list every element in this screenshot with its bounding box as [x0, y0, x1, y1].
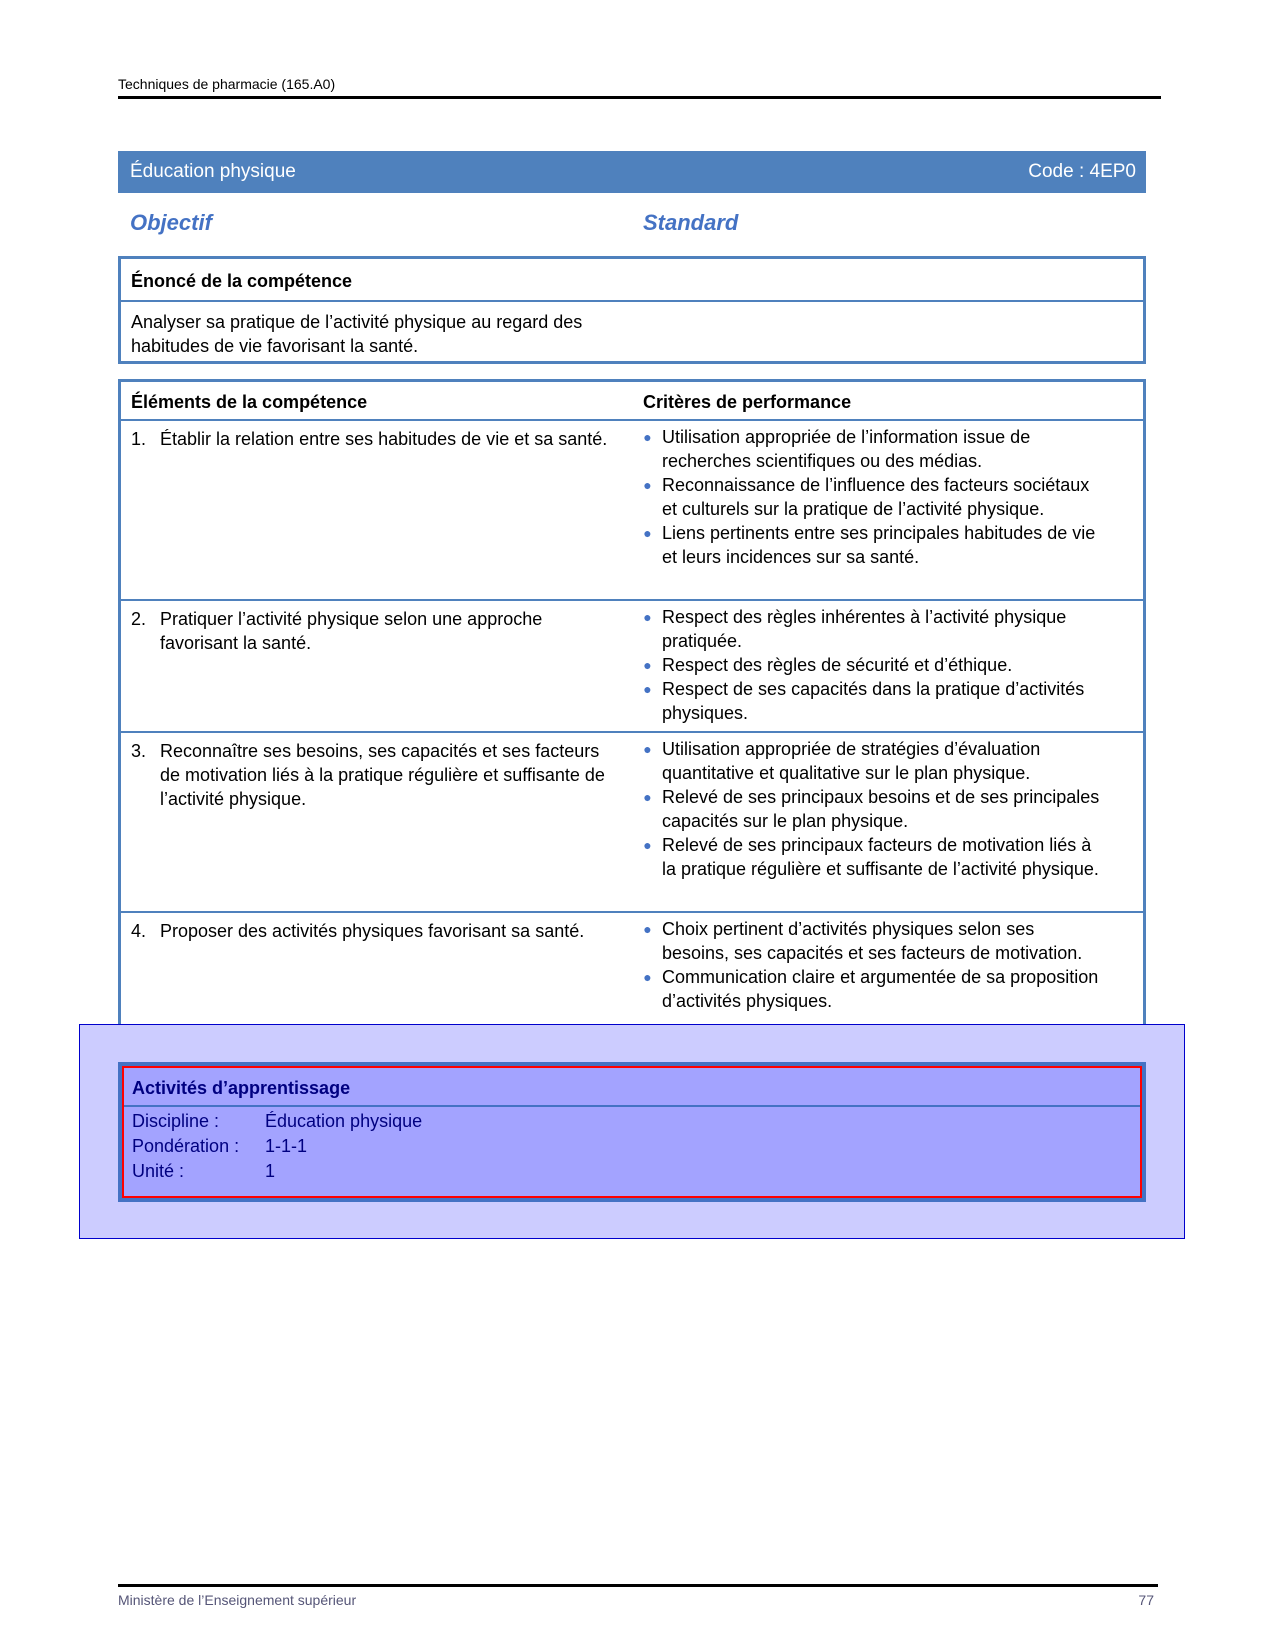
course-code: Code : 4EP0	[1028, 161, 1136, 182]
activites-box	[118, 1062, 1146, 1202]
line-value: 1-1-1	[265, 1136, 308, 1156]
criterion-text: Utilisation appropriée de stratégies d’évaluation quantitative et qualitative sur le plan physique.	[662, 739, 1041, 783]
bullet-icon: ●	[643, 609, 652, 625]
criterion-item	[633, 605, 1133, 653]
criterion-text: Respect des règles de sécurité et d’éthique.	[662, 655, 1013, 675]
course-title: Éducation physique	[130, 161, 296, 182]
subhead-standard: Standard	[643, 210, 739, 235]
activites-line-unite	[124, 1157, 1140, 1182]
element-cell	[121, 913, 633, 1041]
footer	[118, 1592, 1154, 1608]
activites-line-discipline	[124, 1107, 1140, 1132]
criteria-cell	[633, 421, 1143, 599]
footer-rule	[118, 1584, 1158, 1587]
element-text: Proposer des activités physiques favorisant sa santé.	[160, 921, 585, 941]
element-text: Pratiquer l’activité physique selon une approche favorisant la santé.	[160, 609, 543, 653]
page-number: 77	[1138, 1592, 1154, 1608]
criterion-text: Utilisation appropriée de l’information issue de recherches scientifiques ou des médias.	[662, 427, 1031, 471]
criterion-text: Relevé de ses principaux facteurs de motivation liés à la pratique régulière et suffisante de l’activité physique.	[662, 835, 1099, 879]
criterion-item	[633, 965, 1133, 1013]
element-text: Reconnaître ses besoins, ses capacités et ses facteurs de motivation liés à la pratique régulière et suffisante de l’activité physique.	[160, 741, 605, 809]
element-cell	[121, 421, 633, 599]
element-row	[121, 733, 1143, 913]
criterion-item	[633, 653, 1133, 677]
element-row	[121, 421, 1143, 601]
element-number: 2.	[131, 609, 147, 629]
elements-table	[118, 379, 1146, 1045]
running-header: Techniques de pharmacie (165.A0)	[118, 76, 336, 92]
bullet-icon: ●	[643, 657, 652, 673]
criterion-item	[633, 425, 1133, 473]
bullet-icon: ●	[643, 969, 652, 985]
criterion-item	[633, 785, 1133, 833]
elements-heading: Éléments de la compétence	[131, 392, 368, 412]
criterion-text: Respect de ses capacités dans la pratique d’activités physiques.	[662, 679, 1085, 723]
criterion-text: Reconnaissance de l’influence des facteurs sociétaux et culturels sur la pratique de l’activité physique.	[662, 475, 1090, 519]
criterion-text: Relevé de ses principaux besoins et de ses principales capacités sur le plan physique.	[662, 787, 1100, 831]
enonce-box	[118, 256, 1146, 364]
line-label: Pondération :	[132, 1136, 240, 1156]
activites-line-ponderation	[124, 1132, 1140, 1157]
criterion-item	[633, 677, 1133, 725]
line-value: 1	[265, 1161, 276, 1181]
bullet-icon: ●	[643, 681, 652, 697]
criterion-item	[633, 737, 1133, 785]
line-label: Unité :	[132, 1161, 185, 1181]
activites-inner	[122, 1066, 1142, 1198]
course-title-bar	[118, 151, 1146, 193]
bullet-icon: ●	[643, 477, 652, 493]
elements-table-header	[121, 382, 1143, 421]
element-cell	[121, 601, 633, 731]
bullet-icon: ●	[643, 789, 652, 805]
line-value: Éducation physique	[265, 1111, 423, 1131]
element-row	[121, 913, 1143, 1041]
numbered-item	[131, 739, 623, 811]
bullet-icon: ●	[643, 741, 652, 757]
element-cell	[121, 733, 633, 911]
footer-ministry: Ministère de l’Enseignement supérieur	[118, 1592, 357, 1608]
enonce-text: Analyser sa pratique de l’activité physique au regard des habitudes de vie favorisant la santé.	[131, 312, 583, 356]
subhead-objectif: Objectif	[130, 210, 212, 235]
enonce-heading: Énoncé de la compétence	[121, 259, 1143, 302]
criteria-cell	[633, 733, 1143, 911]
criterion-item	[633, 917, 1133, 965]
numbered-item	[131, 607, 623, 655]
element-text: Établir la relation entre ses habitudes de vie et sa santé.	[160, 429, 608, 449]
criterion-text: Communication claire et argumentée de sa proposition d’activités physiques.	[662, 967, 1099, 1011]
criterion-text: Liens pertinents entre ses principales habitudes de vie et leurs incidences sur sa santé.	[662, 523, 1096, 567]
bullet-icon: ●	[643, 921, 652, 937]
criterion-item	[633, 833, 1133, 881]
numbered-item	[131, 427, 623, 451]
element-number: 1.	[131, 429, 147, 449]
header-rule	[118, 96, 1161, 99]
criteria-heading: Critères de performance	[643, 392, 852, 412]
element-row	[121, 601, 1143, 733]
bullet-icon: ●	[643, 837, 652, 853]
criterion-item	[633, 473, 1133, 521]
line-label: Discipline :	[132, 1111, 220, 1131]
criterion-item	[633, 521, 1133, 569]
numbered-item	[131, 919, 623, 943]
bullet-icon: ●	[643, 525, 652, 541]
element-number: 4.	[131, 921, 147, 941]
element-number: 3.	[131, 741, 147, 761]
criteria-cell	[633, 913, 1143, 1041]
activites-heading: Activités d’apprentissage	[124, 1068, 1140, 1107]
criterion-text: Choix pertinent d’activités physiques selon ses besoins, ses capacités et ses facteurs de motivation.	[662, 919, 1083, 963]
criterion-text: Respect des règles inhérentes à l’activité physique pratiquée.	[662, 607, 1067, 651]
criteria-cell	[633, 601, 1143, 731]
bullet-icon: ●	[643, 429, 652, 445]
